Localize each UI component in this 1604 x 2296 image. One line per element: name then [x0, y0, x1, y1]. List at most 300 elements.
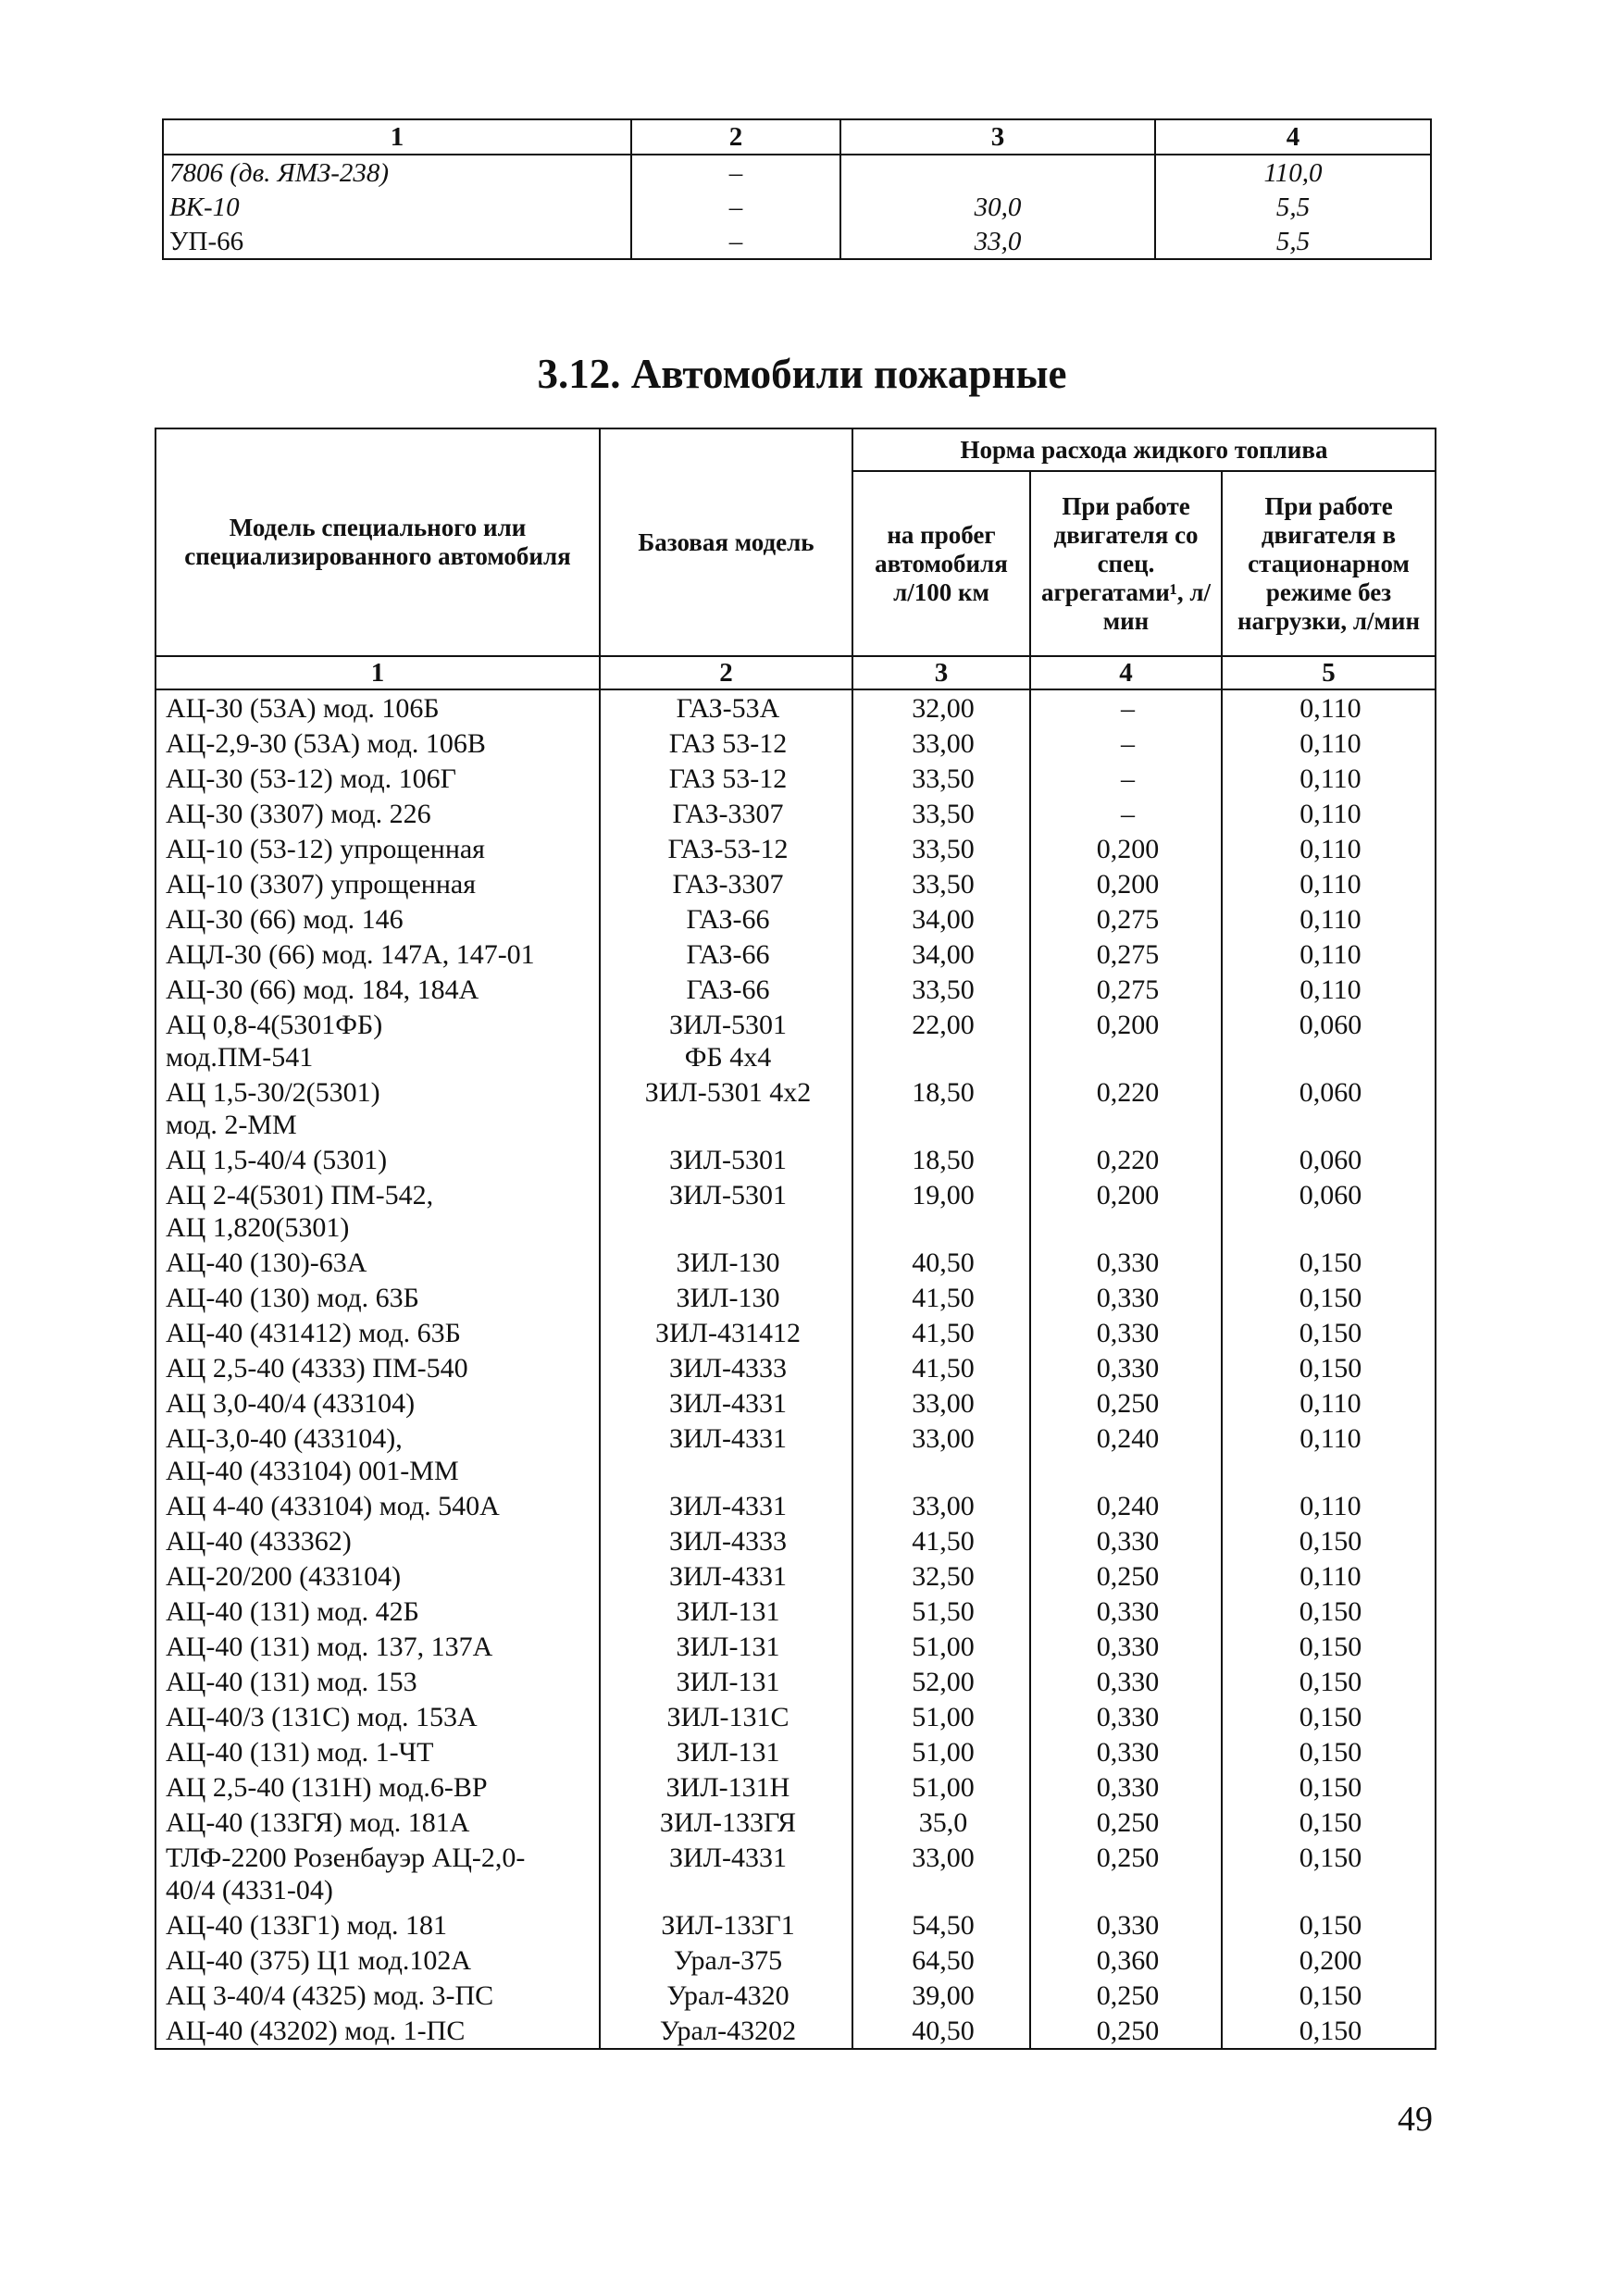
special-units-norm-cell	[1030, 1315, 1222, 1350]
mileage-norm-cell-text: 33,00	[912, 1388, 975, 1419]
base-model-cell-text: ГАЗ-3307	[672, 799, 784, 829]
top-table-header-row	[163, 119, 1431, 155]
model-cell	[155, 1350, 600, 1385]
stationary-norm-cell-text: 0,150	[1299, 1667, 1362, 1697]
top-cell-3: 30,0	[840, 190, 1155, 224]
base-model-cell-text: ЗИЛ-4331	[668, 1561, 788, 1592]
stationary-norm-cell-text: 0,150	[1299, 1353, 1362, 1384]
base-model-cell-text: ГАЗ 53-12	[668, 763, 788, 794]
top-cell-model: УП-66	[163, 224, 631, 259]
stationary-norm-cell-text: 0,150	[1299, 1318, 1362, 1348]
stationary-norm-cell	[1222, 1942, 1436, 1978]
table-row	[155, 796, 1436, 831]
stationary-norm-cell-text: 0,110	[1299, 728, 1362, 759]
mileage-norm-cell	[852, 1142, 1030, 1177]
base-model-cell-text: ЗИЛ-131	[676, 1667, 780, 1697]
stationary-norm-cell-text: 0,110	[1299, 799, 1362, 829]
model-cell	[155, 1558, 600, 1594]
base-model-cell	[600, 1280, 852, 1315]
model-cell	[155, 689, 600, 726]
mileage-norm-cell	[852, 1594, 1030, 1629]
top-col-4-header: 4	[1155, 119, 1431, 155]
model-cell	[155, 1840, 600, 1907]
special-units-norm-cell	[1030, 1805, 1222, 1840]
base-model-cell-text: ЗИЛ-4331	[668, 1423, 788, 1454]
table-row	[155, 972, 1436, 1007]
stationary-norm-cell	[1222, 1769, 1436, 1805]
model-cell-text: АЦ-3,0-40 (433104),	[166, 1423, 403, 1454]
column-index: 3	[852, 656, 1030, 689]
stationary-norm-cell-text: 0,150	[1299, 1980, 1362, 2011]
special-units-norm-cell-text: 0,250	[1096, 1388, 1160, 1419]
mileage-norm-cell-text: 33,00	[912, 1423, 975, 1454]
stationary-norm-cell	[1222, 1007, 1436, 1074]
special-units-norm-cell	[1030, 796, 1222, 831]
base-model-cell-text: ЗИЛ-5301 4x2	[644, 1077, 812, 1108]
mileage-norm-cell-text: 33,50	[912, 834, 975, 864]
model-cell	[155, 972, 600, 1007]
model-cell	[155, 937, 600, 972]
special-units-norm-cell	[1030, 1769, 1222, 1805]
stationary-norm-cell	[1222, 1840, 1436, 1907]
mileage-norm-cell-text: 52,00	[912, 1667, 975, 1697]
column-index-row	[155, 656, 1436, 689]
table-row	[155, 831, 1436, 866]
table-row	[155, 2013, 1436, 2049]
stationary-norm-cell-text: 0,110	[1299, 693, 1362, 724]
model-cell-text: АЦ-30 (53-12) мод. 106Г	[166, 763, 457, 794]
model-cell-text: АЦ 2,5-40 (131Н) мод.6-ВР	[166, 1772, 488, 1803]
header-row	[155, 428, 1436, 471]
mileage-norm-cell-text: 41,50	[912, 1318, 975, 1348]
base-model-cell-text: ЗИЛ-131	[676, 1632, 780, 1662]
table-row	[155, 1177, 1436, 1245]
base-model-cell	[600, 689, 852, 726]
model-cell	[155, 1245, 600, 1280]
mileage-norm-cell	[852, 1523, 1030, 1558]
model-cell-text: АЦ 0,8-4(5301ФБ)	[166, 1010, 383, 1040]
previous-section-table	[162, 118, 1432, 260]
special-units-norm-cell	[1030, 1840, 1222, 1907]
base-model-cell	[600, 1734, 852, 1769]
model-cell-text: АЦ-40 (133Г1) мод. 181	[166, 1910, 448, 1941]
model-cell-text: АЦ-30 (66) мод. 146	[166, 904, 404, 935]
table-row	[155, 901, 1436, 937]
model-cell	[155, 1734, 600, 1769]
stationary-norm-cell-text: 0,150	[1299, 1526, 1362, 1557]
special-units-norm-cell	[1030, 1280, 1222, 1315]
base-model-cell	[600, 1177, 852, 1245]
base-model-cell	[600, 796, 852, 831]
stationary-norm-cell	[1222, 1177, 1436, 1245]
base-model-cell	[600, 901, 852, 937]
stationary-norm-cell	[1222, 831, 1436, 866]
base-model-cell-text: ЗИЛ-4333	[668, 1526, 788, 1557]
base-model-cell	[600, 1629, 852, 1664]
special-units-norm-cell	[1030, 972, 1222, 1007]
mileage-norm-cell	[852, 866, 1030, 901]
special-units-norm-cell-text: 0,330	[1096, 1247, 1160, 1278]
base-model-cell-text: ЗИЛ-431412	[654, 1318, 802, 1348]
base-model-cell-text: ЗИЛ-5301	[668, 1180, 788, 1210]
model-cell	[155, 2013, 600, 2049]
mileage-norm-cell-text: 33,50	[912, 799, 975, 829]
base-model-cell	[600, 1488, 852, 1523]
model-cell	[155, 1978, 600, 2013]
base-model-cell-text: ЗИЛ-4331	[668, 1388, 788, 1419]
mileage-norm-cell-text: 33,00	[912, 1491, 975, 1521]
special-units-norm-cell-text: 0,275	[1096, 974, 1160, 1005]
model-cell-line-2: мод. 2-ММ	[166, 1110, 297, 1140]
special-units-norm-cell-text: 0,200	[1096, 869, 1160, 900]
mileage-norm-cell	[852, 1699, 1030, 1734]
mileage-norm-cell-text: 51,00	[912, 1737, 975, 1768]
special-units-norm-cell	[1030, 2013, 1222, 2049]
special-units-norm-cell	[1030, 726, 1222, 761]
stationary-norm-cell	[1222, 1699, 1436, 1734]
special-units-norm-cell-text: 0,330	[1096, 1283, 1160, 1313]
base-model-cell-text: ГАЗ-53-12	[667, 834, 789, 864]
base-model-cell	[600, 831, 852, 866]
model-cell	[155, 796, 600, 831]
stationary-norm-cell-text: 0,110	[1299, 834, 1362, 864]
stationary-norm-cell	[1222, 901, 1436, 937]
stationary-norm-cell-text: 0,060	[1299, 1145, 1362, 1175]
model-cell-text: АЦ-10 (53-12) упрощенная	[166, 834, 485, 864]
mileage-norm-cell	[852, 1734, 1030, 1769]
stationary-norm-cell	[1222, 972, 1436, 1007]
mileage-norm-cell-text: 18,50	[912, 1077, 975, 1108]
mileage-norm-cell	[852, 1385, 1030, 1421]
table-row	[155, 1769, 1436, 1805]
column-index: 5	[1222, 656, 1436, 689]
page-number: 49	[1398, 2100, 1433, 2139]
top-cell-4: 110,0	[1155, 155, 1431, 190]
special-units-norm-cell	[1030, 1488, 1222, 1523]
special-units-norm-cell	[1030, 1177, 1222, 1245]
base-model-cell	[600, 1074, 852, 1142]
special-units-norm-cell	[1030, 1699, 1222, 1734]
mileage-norm-cell	[852, 1007, 1030, 1074]
mileage-norm-cell	[852, 689, 1030, 726]
table-row	[155, 1558, 1436, 1594]
special-units-norm-cell	[1030, 866, 1222, 901]
model-cell-text: АЦ-40 (133ГЯ) мод. 181А	[166, 1807, 470, 1838]
table-row	[155, 1142, 1436, 1177]
mileage-norm-cell	[852, 1978, 1030, 2013]
base-model-cell-text: ЗИЛ-4333	[668, 1353, 788, 1384]
base-model-cell	[600, 1664, 852, 1699]
stationary-norm-cell	[1222, 1385, 1436, 1421]
stationary-norm-cell	[1222, 866, 1436, 901]
table-row	[155, 1245, 1436, 1280]
model-cell	[155, 1315, 600, 1350]
base-model-cell	[600, 1942, 852, 1978]
stationary-norm-cell	[1222, 1907, 1436, 1942]
base-model-cell	[600, 1142, 852, 1177]
stationary-norm-cell-text: 0,150	[1299, 1702, 1362, 1732]
table-row	[155, 689, 1436, 726]
base-model-cell	[600, 1840, 852, 1907]
base-model-cell	[600, 1421, 852, 1488]
model-cell-text: АЦ 2-4(5301) ПМ-542,	[166, 1180, 434, 1210]
column-index: 2	[600, 656, 852, 689]
model-cell	[155, 1523, 600, 1558]
stationary-norm-cell-text: 0,060	[1299, 1077, 1362, 1108]
mileage-column-header: на пробег автомобиля л/100 км	[852, 471, 1030, 656]
special-units-norm-cell-text: –	[1121, 693, 1135, 724]
special-units-norm-cell	[1030, 1942, 1222, 1978]
table-row	[155, 1978, 1436, 2013]
stationary-norm-cell-text: 0,150	[1299, 1772, 1362, 1803]
base-column-header: Базовая модель	[600, 428, 852, 656]
base-model-cell	[600, 761, 852, 796]
mileage-norm-cell	[852, 1488, 1030, 1523]
table-row	[155, 1523, 1436, 1558]
special-units-norm-cell	[1030, 901, 1222, 937]
stationary-norm-cell	[1222, 1350, 1436, 1385]
mileage-norm-cell-text: 40,50	[912, 2016, 975, 2046]
mileage-norm-cell	[852, 1769, 1030, 1805]
mileage-norm-cell	[852, 1664, 1030, 1699]
model-cell-text: АЦ 1,5-40/4 (5301)	[166, 1145, 388, 1175]
stationary-norm-cell	[1222, 1315, 1436, 1350]
model-cell-text: АЦ-40 (433362)	[166, 1526, 352, 1557]
model-cell-text: АЦ-40 (131) мод. 137, 137А	[166, 1632, 493, 1662]
mileage-norm-cell	[852, 1280, 1030, 1315]
stationary-norm-cell	[1222, 1523, 1436, 1558]
special-units-norm-cell	[1030, 1978, 1222, 2013]
special-units-norm-cell-text: 0,330	[1096, 1772, 1160, 1803]
stationary-norm-cell-text: 0,110	[1299, 1423, 1362, 1454]
table-row	[155, 866, 1436, 901]
mileage-norm-cell-text: 39,00	[912, 1980, 975, 2011]
special-units-norm-cell	[1030, 1664, 1222, 1699]
table-body	[155, 689, 1436, 2049]
stationary-norm-cell-text: 0,110	[1299, 869, 1362, 900]
special-units-norm-cell-text: 0,250	[1096, 2016, 1160, 2046]
model-cell	[155, 1699, 600, 1734]
mileage-norm-cell-text: 34,00	[912, 904, 975, 935]
special-units-norm-cell-text: 0,250	[1096, 1807, 1160, 1838]
table-row	[163, 155, 1431, 190]
stationary-norm-cell-text: 0,060	[1299, 1010, 1362, 1040]
top-cell-model: 7806 (дв. ЯМЗ-238)	[163, 155, 631, 190]
mileage-norm-cell	[852, 2013, 1030, 2049]
mileage-norm-cell-text: 41,50	[912, 1283, 975, 1313]
base-model-cell-text: ЗИЛ-133ГЯ	[659, 1807, 797, 1838]
model-cell-line-2: АЦ 1,820(5301)	[166, 1212, 350, 1243]
base-model-cell	[600, 1007, 852, 1074]
model-cell-text: АЦ 4-40 (433104) мод. 540А	[166, 1491, 500, 1521]
mileage-norm-cell	[852, 1177, 1030, 1245]
stationary-column-header: При работе двигателя в стационарном режиме без нагрузки, л/мин	[1222, 471, 1436, 656]
model-cell	[155, 1385, 600, 1421]
model-cell	[155, 1074, 600, 1142]
stationary-norm-cell-text: 0,150	[1299, 2016, 1362, 2046]
special-units-norm-cell-text: 0,200	[1096, 834, 1160, 864]
stationary-norm-cell	[1222, 726, 1436, 761]
mileage-norm-cell	[852, 1074, 1030, 1142]
base-model-cell-text: ЗИЛ-4331	[668, 1843, 788, 1873]
table-row	[155, 1734, 1436, 1769]
mileage-norm-cell-text: 32,00	[912, 693, 975, 724]
base-model-cell-text: ГАЗ-66	[686, 904, 770, 935]
table-row	[155, 1664, 1436, 1699]
special-units-norm-cell-text: 0,330	[1096, 1526, 1160, 1557]
special-units-norm-cell-text: 0,250	[1096, 1980, 1160, 2011]
base-model-cell-text: ЗИЛ-131	[676, 1596, 780, 1627]
model-cell-text: АЦ 3-40/4 (4325) мод. 3-ПС	[166, 1980, 494, 2011]
special-units-norm-cell	[1030, 1629, 1222, 1664]
special-units-norm-cell-text: 0,330	[1096, 1596, 1160, 1627]
special-units-norm-cell	[1030, 1385, 1222, 1421]
stationary-norm-cell-text: 0,110	[1299, 763, 1362, 794]
base-model-cell	[600, 1385, 852, 1421]
special-units-norm-cell-text: 0,330	[1096, 1737, 1160, 1768]
base-model-cell-text: ЗИЛ-4331	[668, 1491, 788, 1521]
special-units-norm-cell-text: 0,220	[1096, 1077, 1160, 1108]
model-cell-text: АЦ 2,5-40 (4333) ПМ-540	[166, 1353, 468, 1384]
table-row	[155, 1350, 1436, 1385]
stationary-norm-cell	[1222, 1245, 1436, 1280]
base-model-cell-text: Урал-375	[673, 1945, 783, 1976]
mileage-norm-cell	[852, 937, 1030, 972]
table-row	[155, 726, 1436, 761]
model-cell-text: АЦ-40 (375) Ц1 мод.102А	[166, 1945, 472, 1976]
mileage-norm-cell	[852, 761, 1030, 796]
table-row	[155, 1840, 1436, 1907]
base-model-cell-text: Урал-4320	[666, 1980, 790, 2011]
mileage-norm-cell-text: 51,00	[912, 1702, 975, 1732]
base-model-cell-text: ЗИЛ-130	[676, 1283, 780, 1313]
model-cell	[155, 1664, 600, 1699]
stationary-norm-cell	[1222, 1805, 1436, 1840]
model-cell-text: АЦ-40/3 (131С) мод. 153А	[166, 1702, 478, 1732]
top-cell-2: –	[631, 190, 840, 224]
mileage-norm-cell-text: 41,50	[912, 1353, 975, 1384]
table-row	[155, 1315, 1436, 1350]
model-column-header: Модель специального или специализированного автомобиля	[155, 428, 600, 656]
special-units-norm-cell-text: 0,330	[1096, 1667, 1160, 1697]
base-model-cell	[600, 937, 852, 972]
model-cell-text: АЦ 1,5-30/2(5301)	[166, 1077, 380, 1108]
special-units-norm-cell	[1030, 1558, 1222, 1594]
model-cell	[155, 901, 600, 937]
base-model-cell	[600, 1245, 852, 1280]
special-units-norm-cell	[1030, 1523, 1222, 1558]
mileage-norm-cell-text: 22,00	[912, 1010, 975, 1040]
special-units-norm-cell-text: 0,200	[1096, 1180, 1160, 1210]
special-units-norm-cell-text: 0,330	[1096, 1318, 1160, 1348]
special-units-norm-cell-text: 0,240	[1096, 1423, 1160, 1454]
special-units-norm-cell	[1030, 1350, 1222, 1385]
stationary-norm-cell	[1222, 2013, 1436, 2049]
special-units-norm-cell	[1030, 1007, 1222, 1074]
top-cell-3	[840, 155, 1155, 190]
model-cell-text: АЦ-40 (131) мод. 42Б	[166, 1596, 419, 1627]
base-model-cell	[600, 1769, 852, 1805]
mileage-norm-cell-text: 18,50	[912, 1145, 975, 1175]
mileage-norm-cell	[852, 1558, 1030, 1594]
base-model-cell-text: ЗИЛ-131С	[666, 1702, 790, 1732]
mileage-norm-cell-text: 51,00	[912, 1772, 975, 1803]
stationary-norm-cell-text: 0,200	[1299, 1945, 1362, 1976]
mileage-norm-cell	[852, 972, 1030, 1007]
model-cell-text: ТЛФ-2200 Розенбауэр АЦ-2,0-	[166, 1843, 526, 1873]
table-row	[155, 1942, 1436, 1978]
base-model-cell-text: ЗИЛ-130	[676, 1247, 780, 1278]
table-row	[155, 1280, 1436, 1315]
section-title: 3.12. Автомобили пожарные	[537, 351, 1067, 397]
special-units-norm-cell	[1030, 1074, 1222, 1142]
stationary-norm-cell-text: 0,110	[1299, 1388, 1362, 1419]
model-cell	[155, 1421, 600, 1488]
mileage-norm-cell-text: 54,50	[912, 1910, 975, 1941]
base-model-cell-text: ГАЗ-66	[686, 939, 770, 970]
special-units-norm-cell-text: 0,200	[1096, 1010, 1160, 1040]
special-units-norm-cell-text: –	[1121, 763, 1135, 794]
special-units-norm-cell	[1030, 937, 1222, 972]
fire-trucks-table	[155, 428, 1436, 2050]
special-units-column-header: При работе двигателя со спец. агрегатами¹, л/мин	[1030, 471, 1222, 656]
base-model-cell-text: Урал-43202	[659, 2016, 797, 2046]
base-model-cell	[600, 726, 852, 761]
base-model-cell	[600, 1523, 852, 1558]
model-cell	[155, 761, 600, 796]
model-cell-text: АЦ-30 (53А) мод. 106Б	[166, 693, 440, 724]
table-row	[155, 1385, 1436, 1421]
base-model-cell-line-2: ФБ 4x4	[684, 1042, 772, 1073]
base-model-cell-text: ЗИЛ-131Н	[665, 1772, 790, 1803]
stationary-norm-cell-text: 0,150	[1299, 1910, 1362, 1941]
mileage-norm-cell-text: 32,50	[912, 1561, 975, 1592]
model-cell	[155, 1907, 600, 1942]
model-cell	[155, 726, 600, 761]
top-cell-3: 33,0	[840, 224, 1155, 259]
stationary-norm-cell-text: 0,150	[1299, 1632, 1362, 1662]
model-cell	[155, 1594, 600, 1629]
special-units-norm-cell-text: 0,330	[1096, 1632, 1160, 1662]
table-row	[155, 937, 1436, 972]
mileage-norm-cell	[852, 1315, 1030, 1350]
mileage-norm-cell-text: 33,50	[912, 974, 975, 1005]
top-cell-4: 5,5	[1155, 224, 1431, 259]
mileage-norm-cell-text: 51,50	[912, 1596, 975, 1627]
special-units-norm-cell-text: 0,275	[1096, 904, 1160, 935]
special-units-norm-cell	[1030, 1245, 1222, 1280]
top-cell-4: 5,5	[1155, 190, 1431, 224]
model-cell-text: АЦ-40 (43202) мод. 1-ПС	[166, 2016, 466, 2046]
special-units-norm-cell	[1030, 761, 1222, 796]
stationary-norm-cell	[1222, 1488, 1436, 1523]
stationary-norm-cell	[1222, 937, 1436, 972]
model-cell-text: АЦ 3,0-40/4 (433104)	[166, 1388, 416, 1419]
stationary-norm-cell-text: 0,060	[1299, 1180, 1362, 1210]
model-cell	[155, 1177, 600, 1245]
mileage-norm-cell-text: 35,0	[918, 1807, 968, 1838]
stationary-norm-cell	[1222, 1142, 1436, 1177]
model-cell-text: АЦ-30 (3307) мод. 226	[166, 799, 431, 829]
stationary-norm-cell	[1222, 1594, 1436, 1629]
column-index: 1	[155, 656, 600, 689]
model-cell-text: АЦ-40 (130) мод. 63Б	[166, 1283, 419, 1313]
special-units-norm-cell	[1030, 1421, 1222, 1488]
stationary-norm-cell-text: 0,150	[1299, 1596, 1362, 1627]
special-units-norm-cell	[1030, 1142, 1222, 1177]
table-row	[155, 1907, 1436, 1942]
stationary-norm-cell-text: 0,110	[1299, 974, 1362, 1005]
